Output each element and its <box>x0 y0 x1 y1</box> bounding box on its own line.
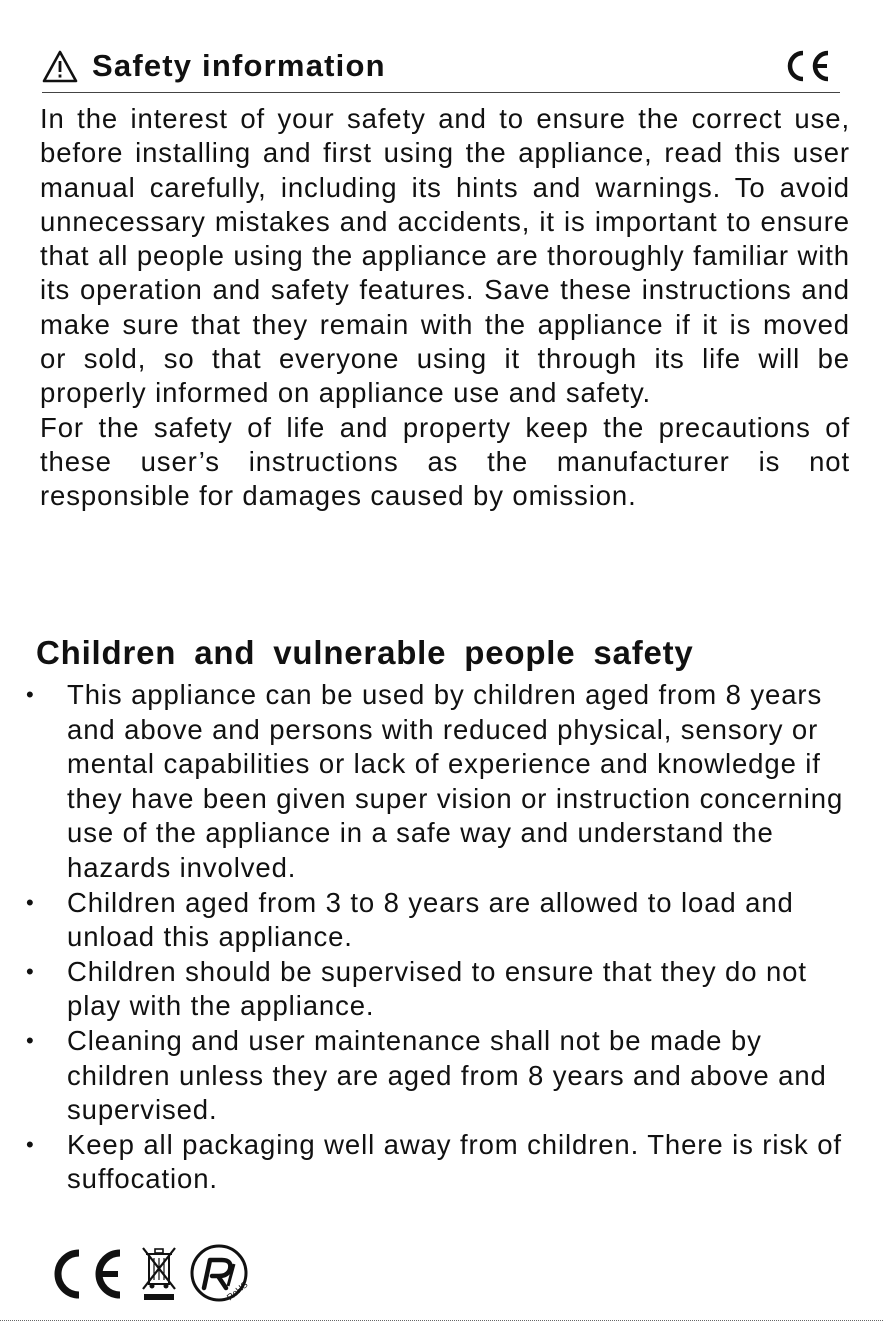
rohs-icon <box>188 1242 250 1304</box>
page-title: Safety information <box>92 48 386 83</box>
ce-mark-icon <box>784 48 832 84</box>
section-header <box>42 46 840 92</box>
ce-mark-icon <box>48 1246 126 1302</box>
children-safety-list <box>22 678 857 1197</box>
certification-marks <box>48 1240 268 1310</box>
header-divider <box>42 92 840 93</box>
warning-triangle-icon <box>42 50 78 84</box>
list-item: • Children aged from 3 to 8 years are allowed to load and unload this appliance. <box>22 886 857 955</box>
list-item: • Keep all packaging well away from children. There is risk of suffocation. <box>22 1128 857 1197</box>
intro-paragraph-1: In the interest of your safety and to ensure the correct use, before installing and first using the appliance, read this user manual carefully, including its hints and warnings. To avoid unnecessary mistakes and accidents, it is important to ensure that all people using the appliance are thoroughly familiar with its operation and safety features. Save these instructions and make sure that they remain with the appliance if it is moved or sold, so that everyone using it through its life will be properly informed on appliance use and safety. <box>40 103 850 409</box>
intro-paragraph-2: For the safety of life and property keep the precautions of these user’s instructions as the manufacturer is not responsible for damages caused by omission. <box>40 411 850 512</box>
page-bottom-edge <box>0 1320 883 1321</box>
list-item: • This appliance can be used by children aged from 8 years and above and persons with reduced physical, sensory or mental capabilities or lack of experience and knowledge if they have been given super vision or instruction concerning use of the appliance in a safe way and understand the hazards involved. <box>22 678 857 886</box>
list-item: • Cleaning and user maintenance shall not be made by children unless they are aged from 8 years and above and supervised. <box>22 1024 857 1128</box>
children-safety-heading: Children and vulnerable people safety <box>36 634 694 671</box>
intro-text <box>40 102 850 514</box>
rohs-label: RoHS <box>224 1279 250 1303</box>
list-item: • Children should be supervised to ensure that they do not play with the appliance. <box>22 955 857 1024</box>
crossed-bin-weee-icon <box>140 1244 178 1302</box>
